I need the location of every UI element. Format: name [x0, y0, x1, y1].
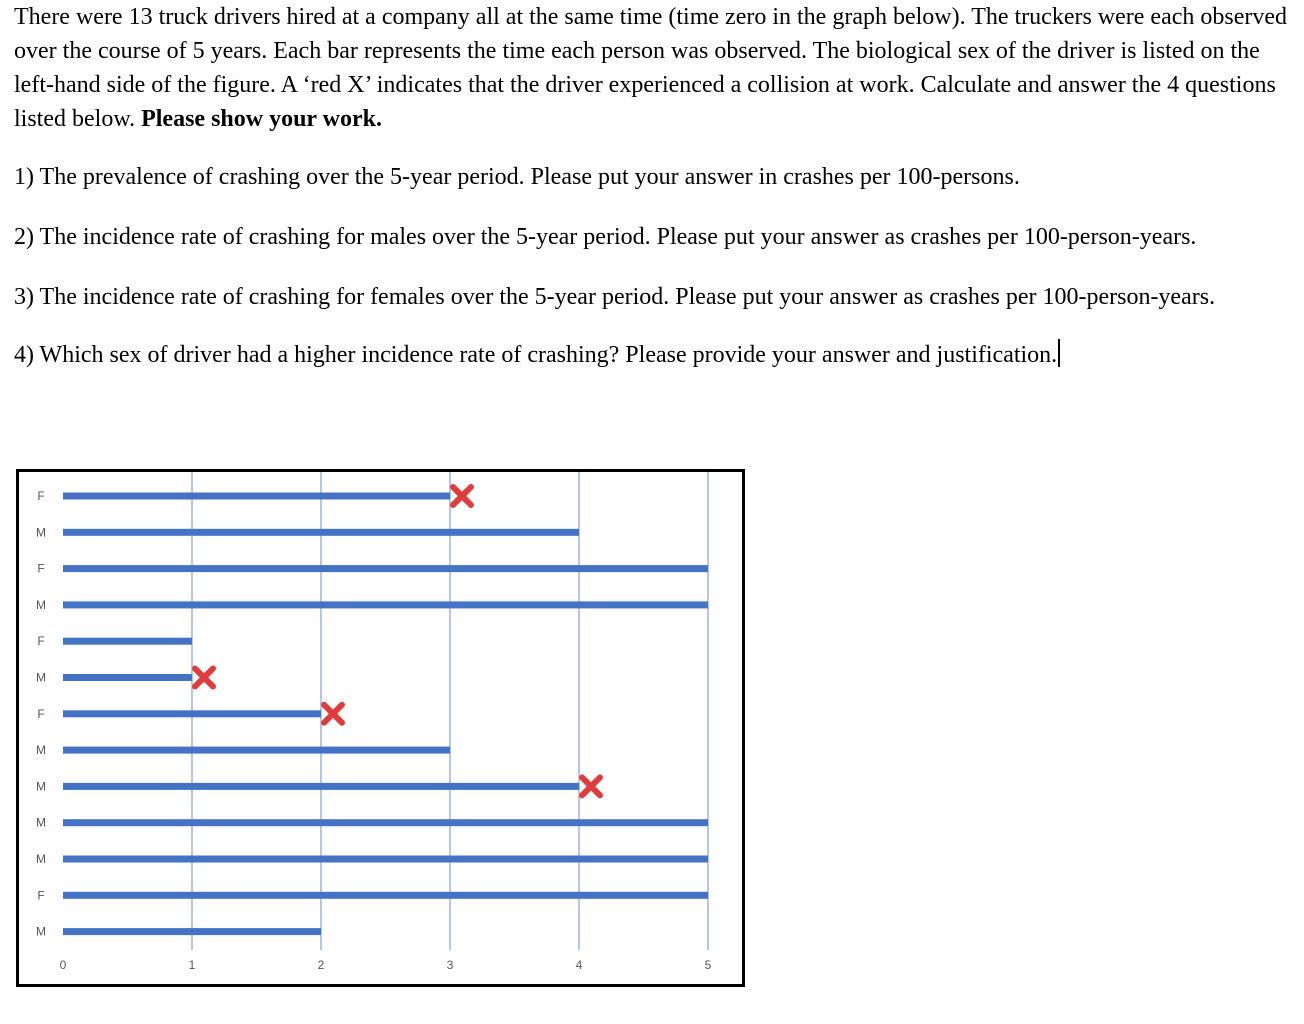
observation-chart — [19, 472, 742, 984]
bar-2 — [63, 529, 579, 536]
x-tick-1: 1 — [188, 958, 196, 972]
bar-5 — [63, 638, 192, 645]
bar-13 — [63, 928, 321, 935]
bar-12 — [63, 892, 708, 899]
chart-frame — [16, 469, 745, 987]
bar-1 — [63, 493, 450, 500]
bar-4 — [63, 601, 708, 608]
x-tick-4: 4 — [575, 958, 583, 972]
row-label-8: M — [36, 743, 46, 758]
bar-9 — [63, 783, 579, 790]
collision-marker-1 — [453, 487, 471, 505]
question-4-text: 4) Which sex of driver had a higher incidence rate of crashing? Please provide your answer and justification. — [14, 342, 1058, 368]
question-text — [14, 0, 1294, 372]
row-label-6: M — [36, 670, 46, 685]
collision-marker-9 — [582, 777, 600, 795]
bar-8 — [63, 747, 450, 754]
row-label-4: M — [36, 597, 46, 612]
row-label-1: F — [37, 489, 45, 503]
bar-11 — [63, 856, 708, 863]
intro-bold-text: Please show your work. — [141, 106, 382, 132]
bar-3 — [63, 565, 708, 572]
bar-6 — [63, 674, 192, 681]
x-tick-2: 2 — [317, 958, 325, 972]
collision-marker-6 — [195, 669, 213, 687]
row-label-11: M — [36, 852, 46, 866]
x-tick-0: 0 — [59, 958, 67, 972]
row-label-10: M — [36, 815, 46, 830]
row-label-7: F — [37, 706, 45, 721]
intro-text: There were 13 truck drivers hired at a company all at the same time (time zero in the graph below). The truckers were each observed over the course of 5 years. Each bar represents the time each person was observed. The biological sex of the driver is listed on the left-hand side of the figure. A ‘red X’ indicates that the driver experienced a collision at work. Calculate and answer the 4 questions listed below. — [14, 4, 1288, 132]
question-4 — [14, 338, 1294, 372]
question-2: 2) The incidence rate of crashing for males over the 5-year period. Please put your answer as crashes per 100-person-years. — [14, 224, 1197, 250]
text-cursor — [1058, 339, 1060, 367]
row-label-3: F — [37, 561, 45, 576]
x-tick-5: 5 — [704, 958, 712, 972]
question-1: 1) The prevalence of crashing over the 5-year period. Please put your answer in crashes per 100-persons. — [14, 164, 1020, 190]
row-label-5: F — [37, 634, 45, 649]
intro-paragraph — [14, 0, 1294, 136]
row-label-9: M — [36, 779, 46, 794]
row-label-13: M — [36, 924, 46, 939]
question-3: 3) The incidence rate of crashing for females over the 5-year period. Please put your answer as crashes per 100-person-years. — [14, 284, 1216, 310]
row-label-2: M — [36, 525, 46, 540]
collision-marker-7 — [324, 705, 342, 723]
row-label-12: F — [37, 888, 45, 903]
x-tick-3: 3 — [446, 958, 454, 972]
bar-10 — [63, 819, 708, 826]
bar-7 — [63, 710, 321, 717]
